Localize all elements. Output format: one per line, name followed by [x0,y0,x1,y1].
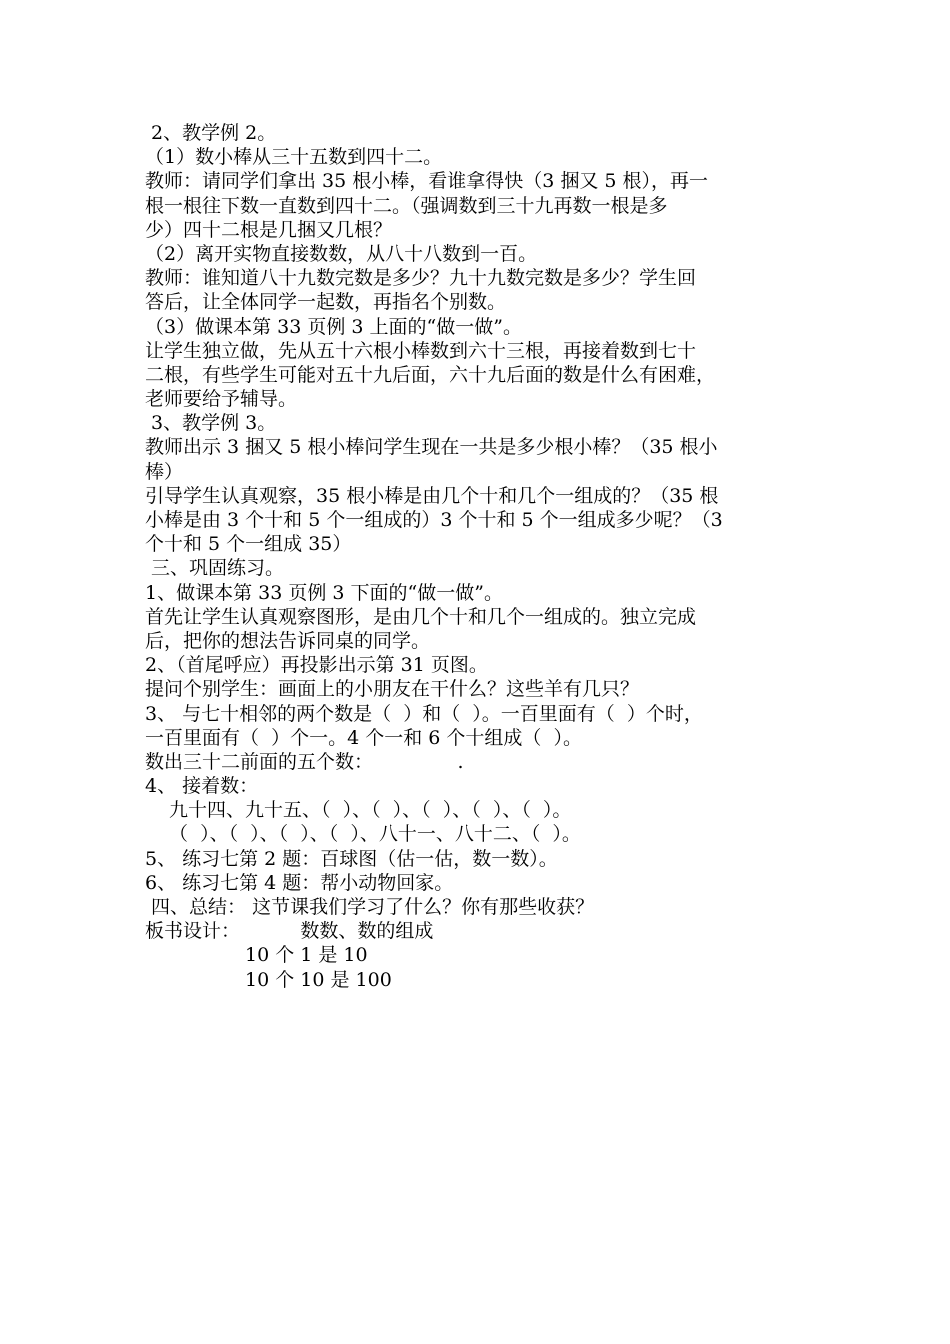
text-line: 10 个 1 是 10 [245,944,368,967]
text-line: 老师要给予辅导。 [145,388,298,411]
text-line: 九十四、九十五、（ ）、（ ）、（ ）、（ ）、（ ）。 [169,799,572,822]
text-line: 10 个 10 是 100 [245,968,392,991]
text-line: 2、教学例 2。 [145,122,277,144]
text-line: 数出三十二前面的五个数： . [145,750,464,773]
text-line: 板书设计： 数数、数的组成 [145,920,434,943]
text-line: 3、教学例 3。 [145,412,277,435]
text-line: 1、做课本第 33 页例 3 下面的“做一做”。 [145,581,503,604]
text-line: 小棒是由 3 个十和 5 个一组成的）3 个十和 5 个一组成多少呢？（3 [145,509,723,531]
text-line: 四、总结： 这节课我们学习了什么？你有那些收获？ [145,896,595,918]
text-line: 教师出示 3 捆又 5 根小棒问学生现在一共是多少根小棒？（35 根小 [145,436,718,459]
text-line: 三、巩固练习。 [145,557,285,580]
text-line: 首先让学生认真观察图形，是由几个十和几个一组成的。独立完成 [145,605,697,628]
text-line: 个十和 5 个一组成 35） [145,533,352,556]
text-line: 少）四十二根是几捆又几根？ [145,218,393,241]
document-page [145,121,815,992]
text-line: 后，把你的想法告诉同桌的同学。 [145,629,431,652]
text-line: 二根，有些学生可能对五十九后面，六十九后面的数是什么有困难， [145,363,716,386]
text-line: 4、 接着数： [145,775,259,798]
text-line: 提问个别学生：画面上的小朋友在干什么？这些羊有几只？ [145,678,640,701]
text-line: （ ）、（ ）、（ ）、（ ）、八十一、八十二、（ ）。 [169,823,581,846]
text-line: 5、 练习七第 2 题：百球图（估一估，数一数）。 [145,847,558,870]
text-line: （3）做课本第 33 页例 3 上面的“做一做”。 [145,315,522,338]
text-line: 教师：谁知道八十九数完数是多少？九十九数完数是多少？学生回 [145,267,697,290]
text-line: 棒） [145,460,184,483]
text-line: 6、 练习七第 4 题：帮小动物回家。 [145,871,454,894]
text-line: 2、（首尾呼应）再投影出示第 31 页图。 [145,654,488,677]
text-line: 引导学生认真观察，35 根小棒是由几个十和几个一组成的？（35 根 [145,484,719,507]
text-line: 一百里面有（ ）个一。4 个一和 6 个十组成（ ）。 [145,726,582,749]
text-line: 教师：请同学们拿出 35 根小棒，看谁拿得快（3 捆又 5 根），再一 [145,170,709,193]
text-line: 答后，让全体同学一起数，再指名个别数。 [145,291,507,314]
text-line: 根一根往下数一直数到四十二。（强调数到三十九再数一根是多 [145,194,668,217]
text-line: 3、 与七十相邻的两个数是（ ）和（ ）。一百里面有（ ）个时， [145,702,703,725]
text-line: 让学生独立做，先从五十六根小棒数到六十三根，再接着数到七十 [145,339,697,362]
text-line: （1）数小棒从三十五数到四十二。 [145,146,443,169]
text-line: （2）离开实物直接数数，从八十八数到一百。 [145,242,538,265]
